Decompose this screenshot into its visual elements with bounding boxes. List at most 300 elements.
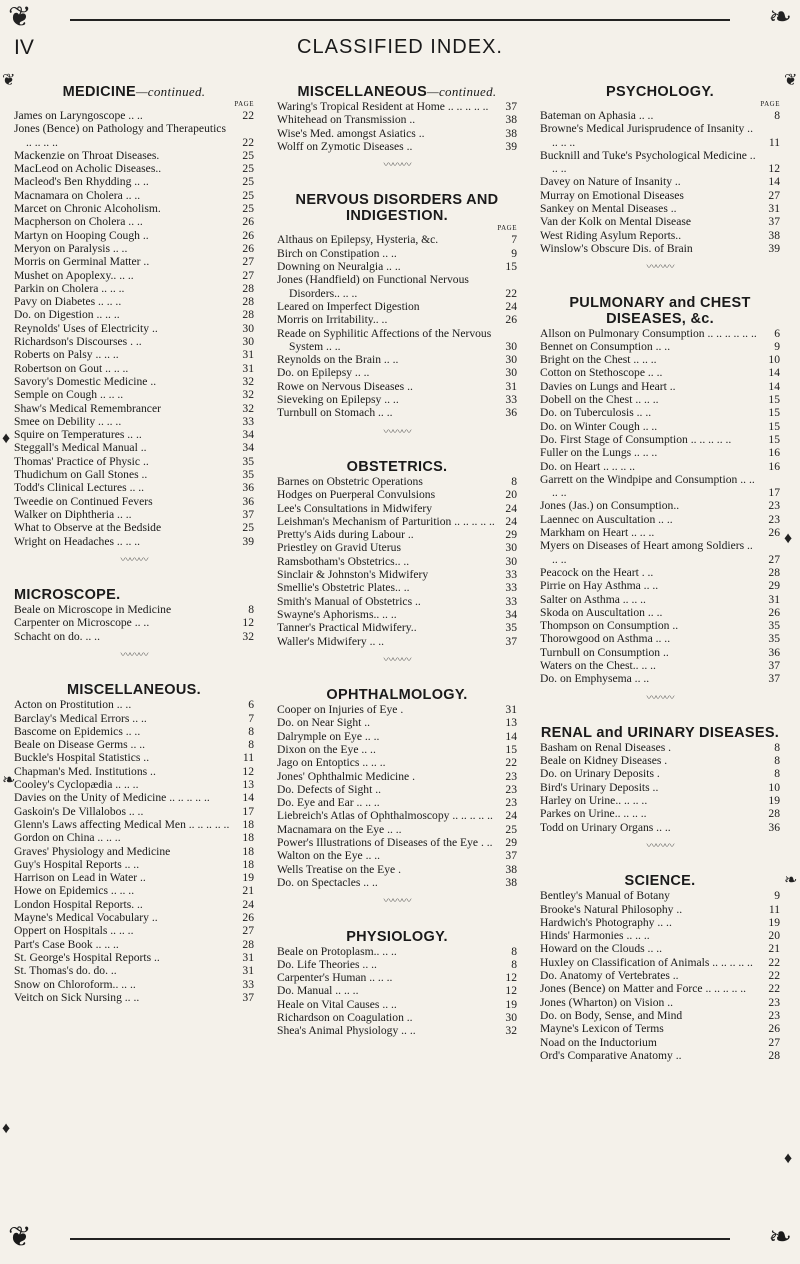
index-entry [14, 858, 254, 871]
entry-title: Bascome on Epidemics .. .. [14, 724, 141, 738]
index-entry [277, 233, 517, 246]
entry-page-number: 37 [242, 507, 254, 521]
entry-title: Jones (Handfield) on Functional Nervous Disorders.. .. .. [277, 273, 469, 300]
index-entry [277, 247, 517, 260]
index-entry [540, 956, 780, 969]
entry-page-number: 33 [505, 393, 517, 407]
entry-title: Do. on Body, Sense, and Mind [540, 1008, 683, 1022]
entry-page-number: 19 [242, 871, 254, 885]
entry-page-number: 25 [242, 202, 254, 216]
entry-title: Thompson on Consumption .. [540, 619, 679, 633]
entry-page-number: 11 [242, 751, 254, 765]
entry-page-number: 9 [774, 339, 780, 353]
index-entry [14, 162, 254, 175]
index-entry [277, 488, 517, 501]
index-entry [14, 630, 254, 643]
entry-title: MacLeod on Acholic Diseases.. [14, 162, 162, 176]
entry-page-number: 19 [768, 915, 780, 929]
entry-title: Jones' Ophthalmic Medicine . [277, 769, 415, 783]
index-entry [14, 441, 254, 454]
page-column-label: PAGE [760, 100, 780, 108]
index-entry [277, 581, 517, 594]
entry-page-number: 37 [505, 634, 517, 648]
index-entry [277, 635, 517, 648]
entry-title: Brooke's Natural Philosophy .. [540, 902, 683, 916]
index-entry [277, 621, 517, 634]
index-entry [14, 255, 254, 268]
entry-title: Winslow's Obscure Dis. of Brain [540, 241, 693, 255]
entry-page-number: 35 [505, 621, 517, 635]
entry-title: Carpenter's Human .. .. .. [277, 971, 393, 985]
entry-page-number: 7 [511, 233, 517, 247]
entry-page-number: 15 [768, 432, 780, 446]
index-entry [14, 481, 254, 494]
entry-title: Barnes on Obstetric Operations [277, 474, 423, 488]
entry-title: Jones (Jas.) on Consumption.. [540, 499, 680, 513]
entry-title: Hodges on Puerperal Convulsions [277, 488, 436, 502]
index-entry [14, 805, 254, 818]
index-entry [540, 526, 780, 539]
index-entry [14, 468, 254, 481]
entry-page-number: 18 [242, 817, 254, 831]
entry-page-number: 8 [511, 944, 517, 958]
entry-page-number: 8 [774, 754, 780, 768]
entry-page-number: 37 [505, 849, 517, 863]
index-entry [540, 433, 780, 446]
index-entry [540, 807, 780, 820]
index-entry [277, 353, 517, 366]
entry-title: Rowe on Nervous Diseases .. [277, 379, 413, 393]
index-entry [14, 765, 254, 778]
entry-page-number: 8 [774, 767, 780, 781]
entry-page-number: 30 [242, 321, 254, 335]
entry-title: Priestley on Gravid Uterus [277, 541, 401, 555]
index-entry [277, 743, 517, 756]
index-entry [540, 122, 780, 149]
entry-title: Smellie's Obstetric Plates.. .. [277, 581, 410, 595]
entry-page-number: 39 [768, 241, 780, 255]
entry-page-number: 26 [242, 911, 254, 925]
index-entry [277, 958, 517, 971]
entry-title: Gordon on China .. .. .. [14, 831, 121, 845]
index-entry [14, 122, 254, 149]
entry-page-number: 8 [774, 109, 780, 122]
entry-title: Semple on Cough .. .. .. [14, 388, 124, 402]
entry-title: Sinclair & Johnston's Midwifery [277, 568, 429, 582]
index-section [14, 84, 254, 548]
header-rule [70, 19, 730, 21]
index-entry [540, 566, 780, 579]
entry-page-number: 31 [242, 361, 254, 375]
flourish-ornament-icon: ❧ [768, 1222, 792, 1253]
entry-page-number: 12 [242, 616, 254, 630]
entry-title: Steggall's Medical Manual .. [14, 441, 147, 455]
index-entry [277, 541, 517, 554]
entry-page-number: 30 [242, 335, 254, 349]
entry-page-number: 37 [505, 100, 517, 113]
index-entry [277, 783, 517, 796]
section-heading: RENAL and URINARY DISEASES. [540, 724, 780, 741]
entry-title: London Hospital Reports. .. [14, 897, 143, 911]
entry-page-number: 21 [242, 884, 254, 898]
entry-page-number: 7 [248, 711, 254, 725]
entry-title: Richardson's Discourses . .. [14, 335, 142, 349]
entry-title: Do. on Heart .. .. .. .. [540, 459, 635, 473]
entry-page-number: 38 [505, 113, 517, 127]
entry-title: Bright on the Chest .. .. .. [540, 353, 657, 367]
index-entry [540, 741, 780, 754]
entry-title: Wise's Med. amongst Asiatics .. [277, 126, 425, 140]
entry-page-number: 15 [768, 393, 780, 407]
entry-title: Smith's Manual of Obstetrics .. [277, 594, 421, 608]
index-entry [540, 632, 780, 645]
entry-page-number: 38 [768, 228, 780, 242]
entry-page-number: 28 [768, 565, 780, 579]
entry-page-number: 36 [242, 494, 254, 508]
entry-page-number: 27 [242, 268, 254, 282]
entry-title: Do. Eye and Ear .. .. .. [277, 796, 380, 810]
entry-page-number: 21 [768, 942, 780, 956]
entry-title: Skoda on Auscultation .. .. [540, 605, 663, 619]
entry-page-number: 31 [505, 379, 517, 393]
index-entry [277, 770, 517, 783]
entry-title: Do. Manual .. .. .. [277, 984, 359, 998]
index-entry [14, 778, 254, 791]
entry-title: Macpherson on Cholera .. .. [14, 215, 143, 229]
entry-title: Do. First Stage of Consumption .. .. .. .. .. [540, 432, 732, 446]
entry-title: Do. on Spectacles .. .. [277, 875, 378, 889]
index-entry [277, 876, 517, 889]
entry-title: Marcet on Chronic Alcoholism. [14, 202, 161, 216]
entry-page-number: 25 [242, 148, 254, 162]
entry-title: Beale on Kidney Diseases . [540, 754, 668, 768]
entry-page-number: 27 [768, 552, 780, 566]
entry-title: Laennec on Auscultation .. .. [540, 512, 673, 526]
section-heading: PSYCHOLOGY. [605, 84, 715, 100]
entry-title: Parkin on Cholera .. .. .. [14, 281, 125, 295]
entry-page-number: 24 [505, 501, 517, 515]
entry-title: Heale on Vital Causes .. .. [277, 997, 397, 1011]
page-footer [0, 1220, 800, 1264]
index-entry [14, 698, 254, 711]
entry-title: Beale on Protoplasm.. .. .. [277, 944, 397, 958]
entry-page-number: 38 [505, 126, 517, 140]
entry-title: Downing on Neuralgia .. .. [277, 260, 401, 274]
entry-page-number: 32 [242, 629, 254, 643]
index-entry [14, 109, 254, 122]
page-header [0, 0, 800, 60]
entry-title: Davies on the Unity of Medicine .. .. .. .. .. [14, 791, 210, 805]
index-entry [540, 579, 780, 592]
section-heading: MISCELLANEOUS—continued. [297, 84, 497, 100]
index-entry [277, 1024, 517, 1037]
entry-page-number: 38 [505, 875, 517, 889]
entry-title: Birch on Constipation .. .. [277, 246, 397, 260]
entry-title: Lee's Consultations in Midwifery [277, 501, 433, 515]
entry-title: Browne's Medical Jurisprudence of Insanity .. .. .. .. [540, 122, 753, 149]
entry-title: Salter on Asthma .. .. .. [540, 592, 646, 606]
index-entry [540, 1009, 780, 1022]
entry-title: Chapman's Med. Institutions .. [14, 764, 156, 778]
index-entry [540, 353, 780, 366]
section-divider: 〰〰〰 [383, 160, 411, 172]
index-entry [540, 1036, 780, 1049]
section-heading: OPHTHALMOLOGY. [326, 687, 468, 704]
section-heading: PULMONARY and CHEST DISEASES, &c. [569, 294, 751, 327]
index-entry [540, 1049, 780, 1062]
entry-page-number: 31 [505, 703, 517, 717]
index-entry [277, 849, 517, 862]
entry-page-number: 12 [505, 984, 517, 998]
section-heading: NERVOUS DISORDERS AND INDIGESTION. [295, 192, 499, 225]
index-entry [540, 794, 780, 807]
index-entry [540, 821, 780, 834]
entry-page-number: 22 [768, 982, 780, 996]
entry-title: Parkes on Urine.. .. .. .. [540, 807, 647, 821]
entry-page-number: 23 [768, 499, 780, 513]
index-entry [540, 593, 780, 606]
index-entry [540, 513, 780, 526]
index-entry [540, 916, 780, 929]
entry-title: Dalrymple on Eye .. .. [277, 729, 380, 743]
index-entry [14, 991, 254, 1004]
index-entry [540, 327, 780, 340]
entry-title: Hardwich's Photography .. .. [540, 915, 672, 929]
entry-title: Althaus on Epilepsy, Hysteria, &c. [277, 233, 439, 247]
entry-page-number: 31 [242, 348, 254, 362]
entry-page-number: 25 [242, 188, 254, 202]
section-divider: 〰〰〰 [120, 649, 148, 661]
index-entry [540, 215, 780, 228]
entry-title: Smee on Debility .. .. .. [14, 414, 122, 428]
entry-title: Do. on Near Sight .. [277, 716, 371, 730]
entry-page-number: 26 [768, 605, 780, 619]
entry-page-number: 12 [505, 971, 517, 985]
entry-page-number: 32 [242, 401, 254, 415]
entry-page-number: 23 [505, 796, 517, 810]
index-entry [277, 716, 517, 729]
entry-page-number: 34 [505, 607, 517, 621]
entry-title: Pirrie on Hay Asthma .. .. [540, 579, 659, 593]
section-divider: 〰〰〰 [120, 554, 148, 566]
entry-page-number: 13 [505, 716, 517, 730]
continued-label: —continued. [427, 84, 497, 99]
entry-title: Shaw's Medical Remembrancer [14, 401, 161, 415]
entry-title: Reynolds on the Brain .. .. [277, 353, 399, 367]
entry-title: Ord's Comparative Anatomy .. [540, 1048, 682, 1062]
entry-page-number: 36 [505, 406, 517, 420]
entry-page-number: 36 [242, 481, 254, 495]
index-entry [540, 149, 780, 176]
entry-title: Markham on Heart .. .. .. [540, 526, 655, 540]
index-entry [540, 659, 780, 672]
section-heading: PHYSIOLOGY. [346, 928, 448, 945]
entry-title: Walton on the Eye .. .. [277, 849, 381, 863]
index-entry [277, 515, 517, 528]
entry-page-number: 37 [768, 215, 780, 229]
entry-title: West Riding Asylum Reports.. [540, 228, 682, 242]
index-entry [277, 595, 517, 608]
index-entry [540, 340, 780, 353]
entry-page-number: 20 [768, 929, 780, 943]
index-entry [277, 730, 517, 743]
entry-title: Carpenter on Microscope .. .. [14, 616, 150, 630]
index-entry [277, 863, 517, 876]
entry-title: Do. Life Theories .. .. [277, 957, 377, 971]
index-entry [14, 335, 254, 348]
entry-title: Noad on the Inductorium [540, 1035, 657, 1049]
entry-title: Macnamara on the Eye .. .. [277, 822, 402, 836]
entry-title: Graves' Physiology and Medicine [14, 844, 171, 858]
index-entry [14, 295, 254, 308]
index-entry [540, 473, 780, 500]
entry-page-number: 28 [768, 1048, 780, 1062]
index-entry [540, 1022, 780, 1035]
entry-title: Morris on Germinal Matter .. [14, 255, 150, 269]
index-entry [14, 189, 254, 202]
index-entry [277, 568, 517, 581]
entry-page-number: 25 [242, 162, 254, 176]
entry-title: Mayne's Medical Vocabulary .. [14, 911, 158, 925]
entry-title: Allson on Pulmonary Consumption .. .. .. .. .. .. [540, 326, 757, 340]
entry-title: Reynolds' Uses of Electricity .. [14, 321, 158, 335]
entry-page-number: 14 [768, 366, 780, 380]
entry-title: Van der Kolk on Mental Disease [540, 215, 692, 229]
index-column-1 [14, 84, 254, 1008]
left-border-ornament: ❦ ♦ ❧ ♦ [2, 72, 16, 1137]
entry-title: Harley on Urine.. .. .. .. [540, 794, 648, 808]
entry-page-number: 8 [511, 957, 517, 971]
entry-title: Howard on the Clouds .. .. [540, 942, 663, 956]
entry-title: Hinds' Harmonies .. .. .. [540, 929, 650, 943]
entry-title: Morris on Irritability.. .. [277, 313, 388, 327]
entry-page-number: 12 [768, 162, 780, 176]
index-entry [14, 978, 254, 991]
index-entry [14, 455, 254, 468]
entry-title: Shea's Animal Physiology .. .. [277, 1024, 416, 1038]
entry-page-number: 20 [505, 488, 517, 502]
entry-page-number: 31 [242, 964, 254, 978]
index-entry [540, 903, 780, 916]
entry-title: Gaskoin's De Villalobos .. .. [14, 804, 144, 818]
index-entry [540, 406, 780, 419]
entry-page-number: 30 [505, 554, 517, 568]
entry-title: Do. Defects of Sight .. [277, 782, 382, 796]
entry-page-number: 14 [505, 729, 517, 743]
entry-page-number: 26 [242, 228, 254, 242]
index-entry [540, 460, 780, 473]
index-entry [14, 175, 254, 188]
section-heading: SCIENCE. [624, 873, 696, 890]
entry-page-number: 32 [242, 388, 254, 402]
entry-title: Liebreich's Atlas of Ophthalmoscopy .. .. .. .. .. [277, 809, 493, 823]
entry-page-number: 26 [768, 526, 780, 540]
entry-title: Barclay's Medical Errors .. .. [14, 711, 147, 725]
index-entry [277, 809, 517, 822]
index-entry [540, 889, 780, 902]
entry-title: Do. on Tuberculosis .. .. [540, 406, 652, 420]
entry-page-number: 35 [768, 619, 780, 633]
index-entry [14, 215, 254, 228]
index-entry [277, 836, 517, 849]
index-entry [277, 300, 517, 313]
entry-title: Schacht on do. .. .. [14, 629, 100, 643]
entry-page-number: 15 [505, 260, 517, 274]
entry-page-number: 29 [768, 579, 780, 593]
entry-page-number: 11 [768, 135, 780, 149]
entry-title: Do. on Emphysema .. .. [540, 672, 650, 686]
entry-page-number: 26 [242, 215, 254, 229]
index-entry [540, 929, 780, 942]
entry-title: Meryon on Paralysis .. .. [14, 241, 128, 255]
entry-page-number: 6 [248, 698, 254, 712]
entry-title: Macleod's Ben Rhydding .. .. [14, 175, 149, 189]
index-entry [14, 535, 254, 548]
entry-title: Jones (Bence) on Matter and Force .. .. .. .. .. [540, 982, 747, 996]
index-entry [277, 100, 517, 113]
index-entry [14, 924, 254, 937]
index-entry [14, 738, 254, 751]
index-entry [14, 308, 254, 321]
entry-page-number: 35 [242, 468, 254, 482]
entry-title: Peacock on the Heart . .. [540, 565, 654, 579]
entry-page-number: 22 [505, 756, 517, 770]
entry-page-number: 34 [242, 441, 254, 455]
index-entry [540, 969, 780, 982]
index-entry [540, 646, 780, 659]
entry-page-number: 36 [768, 645, 780, 659]
index-entry [277, 406, 517, 419]
entry-page-number: 30 [505, 353, 517, 367]
index-entry [277, 703, 517, 716]
entry-title: Pavy on Diabetes .. .. .. [14, 295, 122, 309]
index-entry [14, 884, 254, 897]
entry-page-number: 19 [768, 794, 780, 808]
entry-title: Bateman on Aphasia .. .. [540, 109, 654, 122]
index-section [277, 192, 517, 419]
entry-title: Tweedie on Continued Fevers [14, 494, 153, 508]
entry-title: St. George's Hospital Reports .. [14, 950, 160, 964]
entry-title: What to Observe at the Bedside [14, 521, 162, 535]
index-entry [14, 712, 254, 725]
index-entry [14, 348, 254, 361]
entry-title: Basham on Renal Diseases . [540, 740, 672, 754]
index-entry [14, 831, 254, 844]
entry-page-number: 8 [248, 738, 254, 752]
entry-page-number: 25 [242, 175, 254, 189]
index-entry [540, 202, 780, 215]
footer-rule [70, 1238, 730, 1240]
index-entry [540, 109, 780, 122]
index-entry [540, 982, 780, 995]
entry-page-number: 10 [768, 353, 780, 367]
index-entry [540, 380, 780, 393]
entry-page-number: 8 [774, 740, 780, 754]
entry-title: Waring's Tropical Resident at Home .. .. .. .. .. [277, 100, 489, 113]
flourish-ornament-icon: ❦ [8, 2, 32, 33]
entry-page-number: 11 [768, 902, 780, 916]
entry-page-number: 27 [768, 1035, 780, 1049]
entry-page-number: 25 [505, 822, 517, 836]
entry-title: Sankey on Mental Diseases .. [540, 202, 677, 216]
entry-page-number: 16 [768, 446, 780, 460]
entry-title: Do. on Epilepsy .. .. [277, 366, 370, 380]
index-entry [14, 242, 254, 255]
page-title: CLASSIFIED INDEX. [297, 36, 503, 58]
entry-page-number: 36 [768, 820, 780, 834]
entry-title: Ramsbotham's Obstetrics.. .. [277, 554, 410, 568]
entry-page-number: 8 [511, 474, 517, 488]
